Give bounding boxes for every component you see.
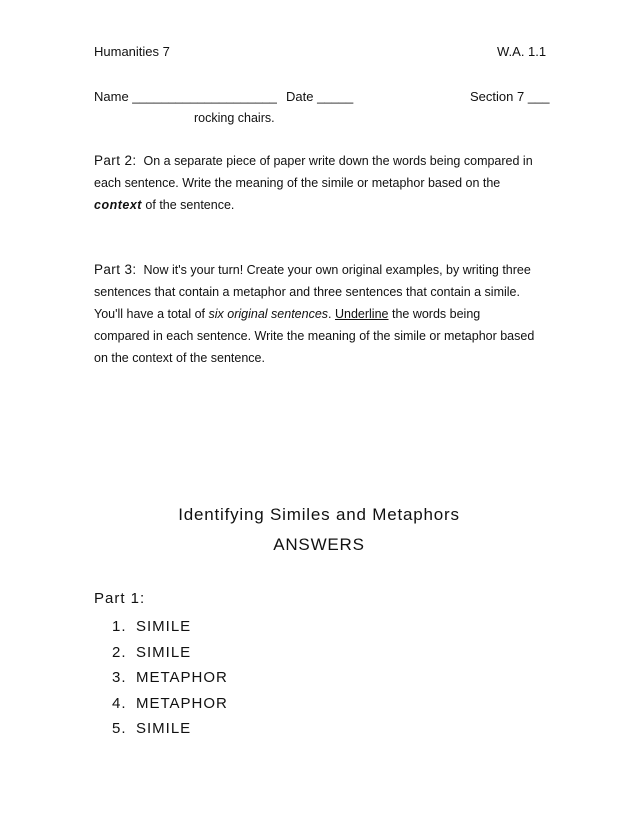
item-number: 2. (112, 643, 127, 661)
part3-line3-c: the words being (388, 307, 481, 321)
part2-instructions (94, 150, 554, 216)
carryover-text: rocking chairs. (194, 111, 275, 125)
section-field: Section 7 ___ (470, 89, 550, 104)
part1-label: Part 1: (94, 590, 146, 607)
answers-list (112, 614, 228, 742)
part3-underline-word: Underline (334, 307, 389, 321)
part3-instructions (94, 259, 554, 369)
item-answer: SIMILE (136, 643, 192, 661)
part2-context-emphasis: context (94, 198, 142, 212)
item-answer: SIMILE (136, 720, 192, 737)
part3-line1: Now it's your turn! Create your own original examples, by writing three (143, 263, 531, 277)
part3-six-sentences: six original sentences (208, 307, 329, 321)
name-field: Name ____________________ (94, 89, 277, 104)
part3-line3-a: You'll have a total of (94, 307, 209, 321)
list-item (112, 614, 228, 640)
list-item (112, 716, 228, 742)
part2-line1: On a separate piece of paper write down the words being compared in (143, 154, 533, 168)
assignment-code: W.A. 1.1 (497, 44, 547, 59)
part3-line2: sentences that contain a metaphor and three sentences that contain a simile. (94, 285, 520, 299)
item-number: 4. (112, 694, 127, 712)
part3-line4: compared in each sentence. Write the meaning of the simile or metaphor based (94, 329, 535, 343)
part3-line5: on the context of the sentence. (94, 351, 265, 365)
date-field: Date _____ (286, 89, 354, 104)
course-title: Humanities 7 (94, 44, 170, 59)
item-answer: METAPHOR (136, 669, 228, 686)
list-item (112, 665, 228, 691)
answers-subtitle: ANSWERS (273, 535, 365, 554)
item-number: 1. (112, 618, 127, 635)
list-item (112, 691, 228, 717)
item-number: 5. (112, 720, 127, 737)
part2-line3-rest: of the sentence. (141, 198, 235, 212)
item-answer: METAPHOR (136, 694, 228, 712)
part3-label: Part 3: (94, 262, 137, 277)
list-item (112, 640, 228, 666)
part2-line2: each sentence. Write the meaning of the simile or metaphor based on the (94, 176, 501, 190)
answers-title: Identifying Similes and Metaphors (178, 505, 460, 524)
item-answer: SIMILE (136, 618, 192, 635)
part3-line3-b: . (328, 307, 335, 321)
part2-label: Part 2: (94, 153, 137, 168)
item-number: 3. (112, 669, 127, 686)
